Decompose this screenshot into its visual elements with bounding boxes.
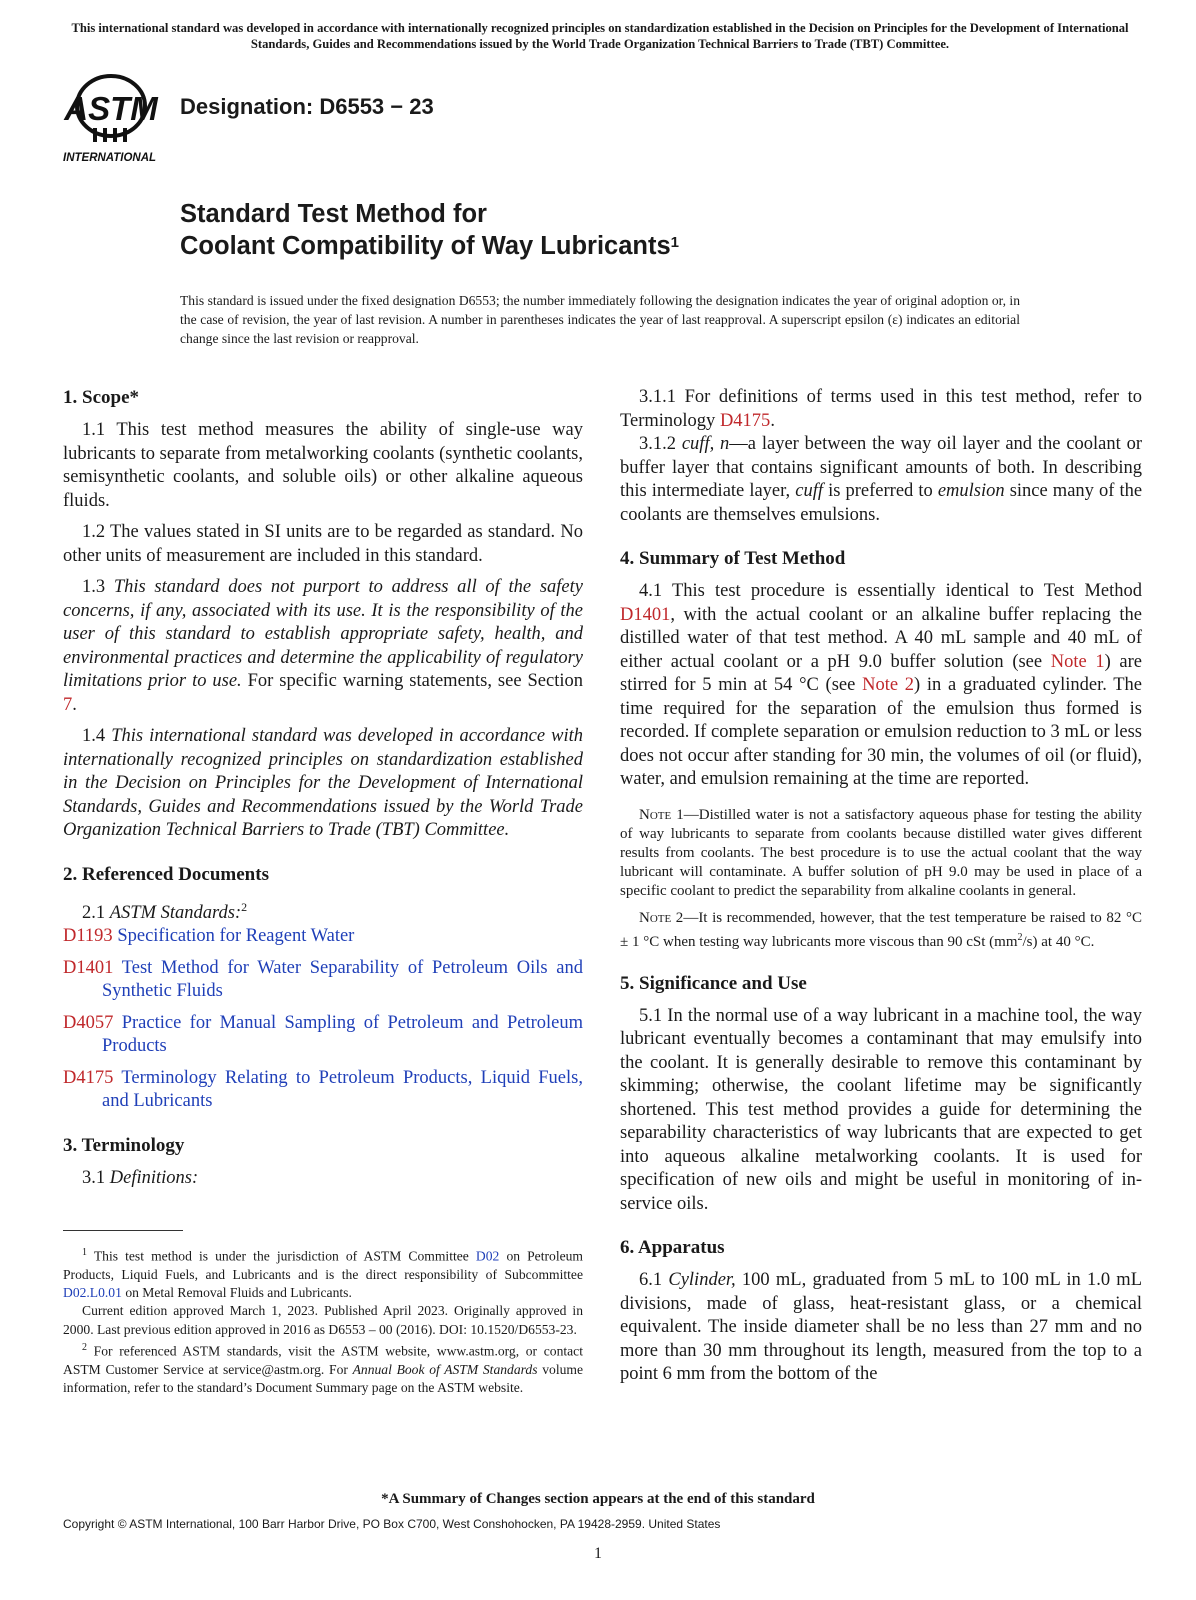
top-notice: This international standard was developed in accordance with internationally recognized principles on standardization established in the Decision on Principles for the Development of International Standards, Guides and Recommendations issued by the World Trade Organization Technical Barriers to Trade (TBT) Committee. xyxy=(71,21,1129,51)
section-4-heading: 4. Summary of Test Method xyxy=(620,548,846,569)
note-1-link[interactable]: Note 1 xyxy=(1050,651,1105,672)
ref-item-d4175[interactable]: D4175 Terminology Relating to Petroleum Products, Liquid Fuels, and Lubricants xyxy=(63,1067,583,1112)
para-3-1-2: 3.1.2 cuff, n—a layer between the way oil layer and the coolant or buffer layer that contains significant amounts of both. In describing this intermediate layer, cuff is preferred to emulsion since many of the coolants are themselves emulsions. xyxy=(620,434,1143,525)
footnotes xyxy=(63,1244,583,1397)
footnote-rule xyxy=(63,1230,183,1231)
para-2-1: 2.1 ASTM Standards:$^2$ xyxy=(82,899,248,923)
designation: Designation: D6553 − 23 xyxy=(180,94,434,119)
astm-logo xyxy=(63,70,169,166)
left-column xyxy=(63,386,583,1198)
ref-item-d1193[interactable]: D1193 Specification for Reagent Water xyxy=(63,926,355,947)
note-1: Note 1—Distilled water is not a satisfactory aqueous phase for testing the ability of way lubricants to separate from coolants because distilled water gives different results from coolants. The best procedure is to use the actual coolant that the way lubricant will contaminate. A buffer solution of pH 9.0 may be used in place of a specific coolant to predict the separability from alkaline coolants in general. xyxy=(620,806,1142,899)
section-5-heading: 5. Significance and Use xyxy=(620,972,807,994)
d02-link[interactable]: D02 xyxy=(475,1248,500,1264)
d02-l0-01-link[interactable]: D02.L0.01 xyxy=(63,1285,122,1301)
referenced-documents-list xyxy=(63,925,583,1114)
d4175-link[interactable]: D4175 xyxy=(719,410,771,431)
intro-paragraph: This standard is issued under the fixed designation D6553; the number immediately following the designation indicates the year of original adoption or, in the case of revision, the year of last revision. A number in parentheses indicates the year of last reapproval. A superscript epsilon (ε) indicates an editorial change since the last revision or reapproval. xyxy=(180,293,1020,346)
edition-note: Current edition approved March 1, 2023. Published April 2023. Originally approved in 2000. Last previous edition approved in 2016 as D6553 – 00 (2016). DOI: 10.1520/D6553-23. xyxy=(63,1303,583,1337)
title-line-1: Standard Test Method for xyxy=(180,200,487,228)
footnote-2: $^2$ For referenced ASTM standards, visit the ASTM website, www.astm.org, or contact ASTM Customer Service at service@astm.org. For Annual Book of ASTM Standards volume information, refer to the standard’s Document Summary page on the ASTM website. xyxy=(63,1342,584,1396)
para-3-1-1: 3.1.1 For definitions of terms used in this test method, refer to Terminology D4175. xyxy=(620,387,1142,431)
ref-item-d1401[interactable]: D1401 Test Method for Water Separability of Petroleum Oils and Synthetic Fluids xyxy=(63,957,583,1002)
para-6-1: 6.1 Cylinder, 100 mL, graduated from 5 mL to 100 mL in 1.0 mL divisions, made of glass, heat-resistant glass, or a chemical equivalent. The inside diameter shall be no less than 27 mm and no more than 30 mm throughout its length, measured from the top to a point 6 mm from the bottom of the xyxy=(620,1270,1142,1384)
summary-of-changes-notice: *A Summary of Changes section appears at the end of this standard xyxy=(381,1491,815,1507)
section-1-heading: 1. Scope* xyxy=(63,387,139,408)
footnote-1: $^1$ This test method is under the jurisdiction of ASTM Committee D02 on Petroleum Products, Liquid Fuels, and Lubricants and is the direct responsibility of Subcommittee D02.L0.01 on Metal Removal Fluids and Lubricants. xyxy=(63,1247,583,1301)
section-7-link[interactable]: 7 xyxy=(63,694,73,715)
title-line-2: Coolant Compatibility of Way Lubricants$^1$ xyxy=(180,232,679,260)
para-1-3: 1.3 This standard does not purport to address all of the safety concerns, if any, associated with its use. It is the responsibility of the user of this standard to establish appropriate safety, health, and environmental practices and determine the applicability of regulatory limitations prior to use. For specific warning statements, see Section 7. xyxy=(63,577,583,715)
svg-text:INTERNATIONAL: INTERNATIONAL xyxy=(63,152,157,164)
d1401-link[interactable]: D1401 xyxy=(620,604,671,625)
document-title xyxy=(180,198,679,262)
copyright: Copyright © ASTM International, 100 Barr Harbor Drive, PO Box C700, West Conshohocken, PA 19428-2959. United States xyxy=(63,1517,721,1531)
page-number: 1 xyxy=(594,1545,602,1562)
svg-text:ASTM: ASTM xyxy=(64,90,158,127)
section-2-heading: 2. Referenced Documents xyxy=(63,863,269,885)
ref-item-d4057[interactable]: D4057 Practice for Manual Sampling of Petroleum and Petroleum Products xyxy=(63,1012,583,1057)
right-column xyxy=(620,386,1142,1395)
para-4-1: 4.1 This test procedure is essentially identical to Test Method D1401, with the actual coolant or an alkaline buffer replacing the distilled water of that test method. A 40 mL sample and 40 mL of either actual coolant or a pH 9.0 buffer solution (see Note 1) are stirred for 5 min at 54 °C (see Note 2) in a graduated cylinder. The time required for the separation of the emulsion thus formed is recorded. If complete separation or emulsion reduction to 3 mL or less does not occur after standing for 30 min, the volumes of oil (or fluid), water, and emulsion remaining at the time are reported. xyxy=(620,581,1143,789)
para-5-1: 5.1 In the normal use of a way lubricant in a machine tool, the way lubricant eventually becomes a contaminant that may emulsify into the coolant. It is generally desirable to remove this contaminant by skimming; otherwise, the coolant lifetime may be significantly shortened. This test method provides a guide for determining the separability characteristics of way lubricants that are expected to get into aqueous alkaline metalworking coolants. It is used for specification of new oils and might be useful in monitoring of in-service oils. xyxy=(620,1005,1142,1214)
note-2: Note 2—It is recommended, however, that the test temperature be raised to 82 °C ± 1 °C when testing way lubricants more viscous than 90 cSt $(mm^2/s)$ at 40 °C. xyxy=(620,909,1142,950)
para-1-1: 1.1 This test method measures the ability of single-use way lubricants to separate from metalworking coolants (synthetic coolants, semisynthetic coolants, and soluble oils) or other alkaline aqueous fluids. xyxy=(63,420,583,511)
title-footnote-mark[interactable]: 1 xyxy=(670,234,679,251)
section-3-heading: 3. Terminology xyxy=(63,1134,185,1156)
note-2-link[interactable]: Note 2 xyxy=(862,675,915,695)
section-6-heading: 6. Apparatus xyxy=(620,1237,725,1258)
para-1-2: 1.2 The values stated in SI units are to be regarded as standard. No other units of measurement are included in this standard. xyxy=(63,522,583,566)
para-3-1: 3.1 Definitions: xyxy=(82,1167,199,1188)
para-1-4: 1.4 This international standard was developed in accordance with internationally recognized principles on standardization established in the Decision on Principles for the Development of International Standards, Guides and Recommendations issued by the World Trade Organization Technical Barriers to Trade (TBT) Committee. xyxy=(63,726,584,840)
